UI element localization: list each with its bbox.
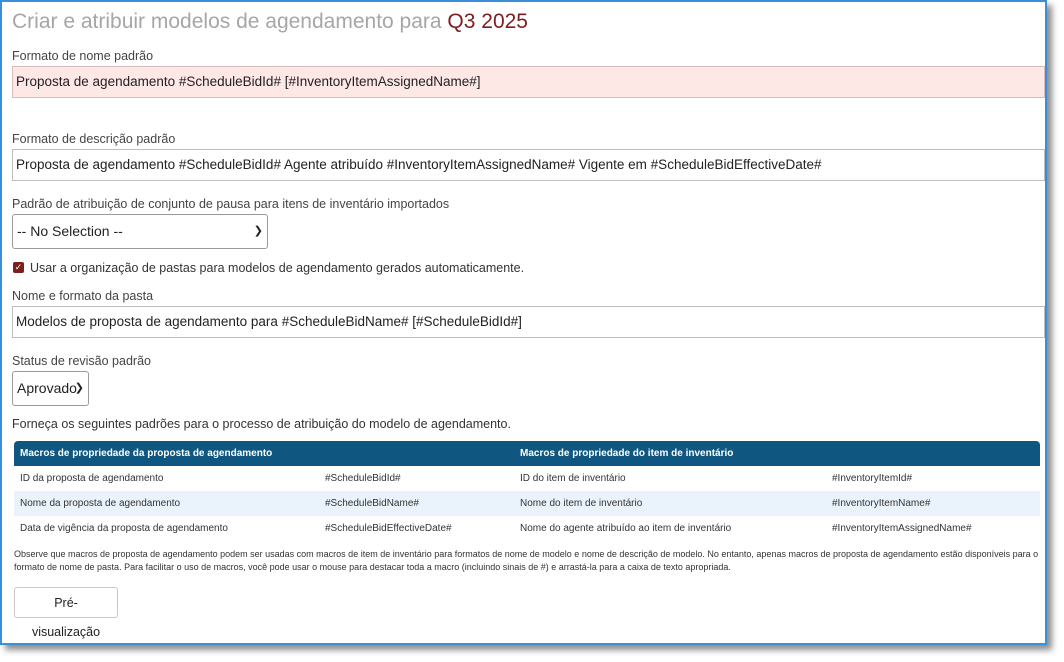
description-format-label: Formato de descrição padrão — [12, 132, 176, 146]
name-format-input[interactable]: Proposta de agendamento #ScheduleBidId# [#InventoryItemAssignedName#] — [12, 66, 1045, 98]
use-folders-checkbox[interactable] — [13, 262, 24, 273]
review-status-select[interactable] — [12, 371, 89, 406]
folder-format-label: Nome e formato da pasta — [12, 289, 154, 303]
chevron-down-icon: ❯ — [253, 225, 263, 237]
page-title-quarter: Q3 2025 — [447, 10, 528, 33]
inventory-item-macros-header: Macros de propriedade do item de inventário — [514, 441, 1040, 466]
table-cell: Nome da proposta de agendamento — [14, 491, 319, 516]
schedule-bid-macros-header: Macros de propriedade da proposta de agendamento — [14, 441, 514, 466]
checkmark-icon: ✓ — [14, 262, 23, 272]
pause-set-label: Padrão de atribuição de conjunto de pausa para itens de inventário importados — [12, 197, 450, 211]
table-row — [14, 466, 1040, 491]
table-row — [14, 491, 1040, 516]
page-title-prefix: Criar e atribuir modelos de agendamento para — [12, 10, 442, 33]
review-status-label: Status de revisão padrão — [12, 354, 151, 368]
macro-token[interactable]: #InventoryItemName# — [826, 491, 1040, 516]
macro-token[interactable]: #InventoryItemId# — [832, 473, 913, 484]
use-folders-label: Usar a organização de pastas para modelos de agendamento gerados automaticamente. — [30, 261, 525, 275]
table-cell: Data de vigência da proposta de agendamento — [20, 523, 228, 534]
table-row — [14, 516, 1040, 541]
macros-table — [14, 441, 1040, 541]
pause-set-select[interactable] — [12, 214, 268, 249]
name-format-label: Formato de nome padrão — [12, 49, 154, 63]
macro-token[interactable]: #InventoryItemAssignedName# — [832, 523, 972, 534]
table-cell: Nome do item de inventário — [514, 491, 826, 516]
macros-note: Observe que macros de proposta de agendamento podem ser usadas com macros de item de inventário para formatos de nome de modelo e nome de descrição de modelo. No entanto, apenas macros de proposta de agendamento estão disponíveis para o formato de nome de pasta. Para facilitar o uso de macros, você pode usar o mouse para destacar toda a macro (incluindo sinais de #) e arrastá-la para a caixa de texto apropriada. — [14, 549, 1039, 572]
instructions-text: Forneça os seguintes padrões para o processo de atribuição do modelo de agendamento. — [12, 417, 511, 431]
table-cell: ID do item de inventário — [520, 473, 626, 484]
review-status-selected: Aprovado — [17, 380, 77, 396]
table-cell: ID da proposta de agendamento — [20, 473, 164, 484]
page-title — [12, 10, 528, 34]
table-cell: Nome do agente atribuído ao item de inventário — [520, 523, 732, 534]
pause-set-selected: -- No Selection -- — [17, 223, 123, 239]
macro-token[interactable]: #ScheduleBidEffectiveDate# — [325, 523, 452, 534]
preview-button[interactable]: Pré-visualização — [14, 587, 118, 618]
macros-table-header — [14, 441, 1040, 466]
folder-format-input[interactable]: Modelos de proposta de agendamento para #ScheduleBidName# [#ScheduleBidId#] — [12, 306, 1045, 338]
macro-token[interactable]: #ScheduleBidName# — [319, 491, 514, 516]
description-format-input[interactable]: Proposta de agendamento #ScheduleBidId# Agente atribuído #InventoryItemAssignedName# Vigente em #ScheduleBidEffectiveDate# — [12, 149, 1045, 181]
chevron-down-icon: ❯ — [74, 382, 84, 394]
macro-token[interactable]: #ScheduleBidId# — [325, 473, 401, 484]
